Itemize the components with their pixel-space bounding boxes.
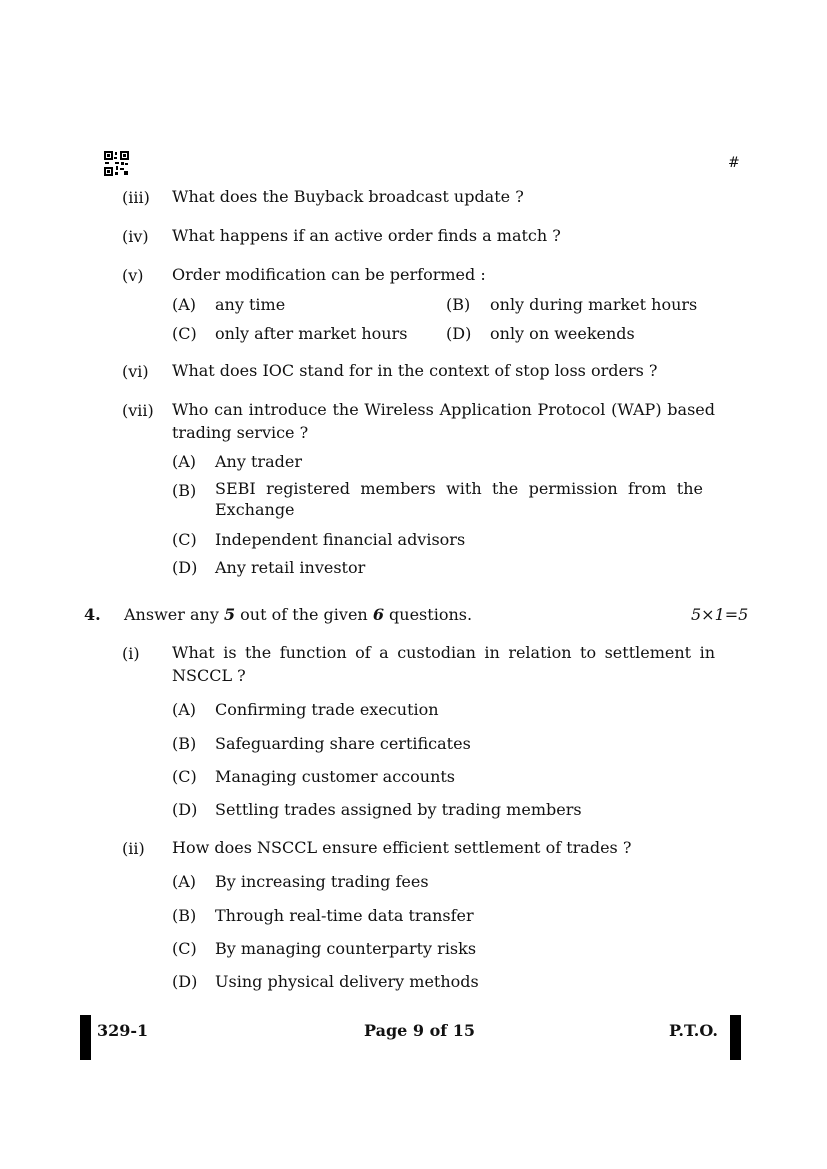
option-label: (D) — [172, 972, 198, 991]
qr-code-icon — [104, 151, 129, 176]
option-label: (A) — [172, 452, 197, 471]
option-text: Independent financial advisors — [215, 530, 466, 549]
question-number: (v) — [122, 266, 144, 285]
option-label: (B) — [172, 906, 197, 925]
pto-label: P.T.O. — [669, 1021, 718, 1040]
question-number: (i) — [122, 644, 140, 663]
option-label: (C) — [172, 530, 197, 549]
paper-code: 329-1 — [97, 1021, 149, 1040]
option-text: By managing counterparty risks — [215, 939, 477, 958]
question-text: What happens if an active order finds a match ? — [172, 226, 561, 245]
option-text: only on weekends — [490, 324, 635, 343]
question-number: (ii) — [122, 839, 145, 858]
question-text: Who can introduce the Wireless Application Protocol (WAP) based trading service ? — [172, 400, 715, 442]
option-label: (A) — [172, 295, 197, 314]
option-text: only during market hours — [490, 295, 698, 314]
option-label: (C) — [172, 939, 197, 958]
option-label: (A) — [172, 872, 197, 891]
footer-right-bar — [730, 1015, 741, 1060]
page-mark: # — [728, 155, 740, 171]
question-text: Order modification can be performed : — [172, 265, 486, 284]
option-text: SEBI registered members with the permission from the Exchange — [215, 479, 703, 519]
footer-left-bar — [80, 1015, 91, 1060]
marks-allocation: 5×1=5 — [691, 605, 749, 624]
option-label: (C) — [172, 324, 197, 343]
question-text: What is the function of a custodian in relation to settlement in NSCCL ? — [172, 643, 715, 685]
option-label: (A) — [172, 700, 197, 719]
option-text: Through real-time data transfer — [215, 906, 474, 925]
question-number: (iii) — [122, 188, 150, 207]
question-text: How does NSCCL ensure efficient settlement of trades ? — [172, 838, 632, 857]
question-text: What does the Buyback broadcast update ? — [172, 187, 524, 206]
option-label: (C) — [172, 767, 197, 786]
question-text: What does IOC stand for in the context of stop loss orders ? — [172, 361, 658, 380]
option-label: (D) — [172, 558, 198, 577]
question-number: (vii) — [122, 401, 154, 420]
section-instruction: Answer any 5 out of the given 6 questions. — [124, 605, 473, 624]
option-text: Using physical delivery methods — [215, 972, 479, 991]
option-label: (B) — [446, 295, 471, 314]
question-number: (vi) — [122, 362, 149, 381]
option-text: Any retail investor — [215, 558, 366, 577]
option-label: (B) — [172, 734, 197, 753]
page-number: Page 9 of 15 — [364, 1021, 475, 1040]
option-text: Safeguarding share certificates — [215, 734, 471, 753]
option-text: Confirming trade execution — [215, 700, 439, 719]
option-text: Any trader — [215, 452, 302, 471]
option-label: (D) — [446, 324, 472, 343]
question-number: (iv) — [122, 227, 149, 246]
option-text: any time — [215, 295, 286, 314]
section-number: 4. — [84, 605, 101, 624]
option-text: By increasing trading fees — [215, 872, 429, 891]
option-label: (D) — [172, 800, 198, 819]
option-label: (B) — [172, 481, 197, 500]
option-text: Managing customer accounts — [215, 767, 456, 786]
option-text: Settling trades assigned by trading members — [215, 800, 582, 819]
option-text: only after market hours — [215, 324, 408, 343]
